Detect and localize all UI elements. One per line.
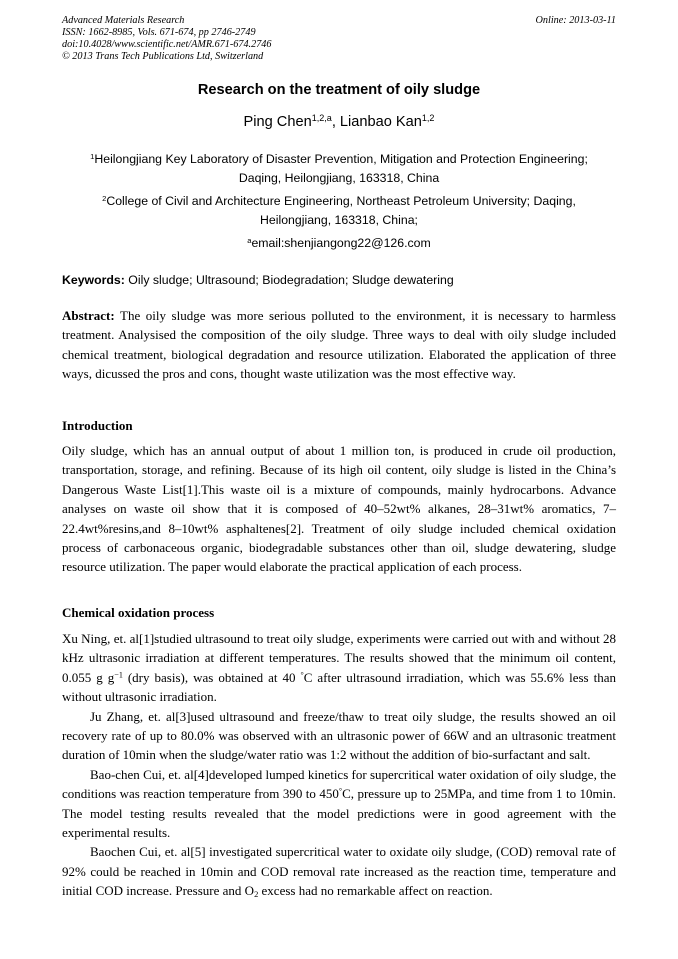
chemical-p3-degree: ° [338,786,343,796]
author-2-affil: 1,2 [421,113,435,124]
chemical-p1-text-b: (dry basis), was obtained at 40 [122,669,301,685]
affiliation-1 [62,150,616,188]
chemical-p1-text-c: C after ultrasound irradiation, which was 55.6% less than without ultrasonic irradiation. [62,669,617,705]
chemical-paragraph-2: Ju Zhang, et. al[3]used ultrasound and freeze/thaw to treat oily sludge, the results showed an oil recovery rate of up to 80.0% was observed with an ultrasonic power of 66W and an ultrasonic treatment duration of 10min when the sludge/water ratio was 1:2 without the addition of bio-surfactant and salt. [62,708,616,763]
chemical-p1-degree: ° [300,670,304,680]
chemical-oxidation-heading: Chemical oxidation process [62,605,215,620]
keywords [62,273,616,287]
copyright-line: © 2013 Trans Tech Publications Ltd, Switzerland [62,51,264,62]
chemical-oxidation-section [62,629,616,901]
affiliation-2-line-1: College of Civil and Architecture Engineering, Northeast Petroleum University; Daqing, [106,194,576,208]
chemical-p3-text-a: Bao-chen Cui, et. al[4]developed lumped kinetics for supercritical water oxidation of oily sludge, the conditions was reaction temperature from 390 to 450 [62,766,616,802]
keywords-text: Oily sludge; Ultrasound; Biodegradation; Sludge dewatering [124,273,454,287]
affiliation-2-number: 2 [102,193,107,203]
author-1-affil: 1,2,a [311,113,332,124]
paper-title: Research on the treatment of oily sludge [197,82,481,98]
chemical-p4-text-a: Baochen Cui, et. al[5] investigated supercritical water to oxidate oily sludge, (COD) removal rate of 92% could be reached in 10min and COD removal rate increased as the reaction time, temperature and initial COD increase. Pressure and O [62,844,616,899]
chemical-p3-text-b: C, pressure up to 25MPa, and time from 1 to 10min. The model testing results revealed that the model predictions were in good agreement with the experimental results. [62,786,617,841]
chemical-p4-subscript: 2 [254,889,259,900]
introduction-heading: Introduction [62,418,133,433]
online-date: Online: 2013-03-11 [535,15,616,26]
author-separator: , [331,114,340,130]
chemical-paragraph-3 [62,765,616,843]
affiliation-1-line-1: Heilongjiang Key Laboratory of Disaster Prevention, Mitigation and Protection Engineering; [94,152,588,166]
affiliation-1-number: 1 [90,151,95,161]
chemical-paragraph-4 [62,842,616,900]
author-2: Lianbao Kan [339,114,422,130]
doi-line: doi:10.4028/www.scientific.net/AMR.671-674.2746 [62,39,272,50]
issn-line: ISSN: 1662-8985, Vols. 671-674, pp 2746-2749 [62,27,256,38]
introduction-paragraph: Oily sludge, which has an annual output of about 1 million ton, is produced in crude oil production, transportation, storage, and refining. Because of its high oil content, oily sludge is listed in the China’s Dangerous Waste List[1].This waste oil is a mixture of compounds, mainly hydrocarbons. Advance analyses on waste oil show that it is composed of 40–52wt% alkanes, 28–31wt% aromatics, 7–22.4wt%resins,and 8–10wt% asphaltenes[2]. Treatment of oily sludge included chemical oxidation process of carbonaceous organic, biodegradable substances other than oil, sludge dewatering, sludge resource utilization. The paper would elaborate the practical application of each process. [62,443,616,575]
affiliation-2 [62,192,616,230]
chemical-paragraph-1 [62,629,616,707]
affiliation-1-line-2: Daqing, Heilongjiang, 163318, China [238,171,440,185]
email-line [62,234,616,253]
abstract [62,306,616,384]
chemical-p4-text-b: excess had no remarkable affect on reaction. [258,883,493,899]
email-address: email:shenjiangong22@126.com [251,236,431,250]
author-line [0,114,678,130]
chemical-p1-exponent: −1 [114,670,123,680]
abstract-label: Abstract: [62,308,115,323]
running-header [62,15,616,63]
affiliation-2-line-2: Heilongjiang, 163318, China; [260,213,418,227]
journal-name: Advanced Materials Research [62,15,185,26]
author-1: Ping Chen [243,114,312,130]
keywords-label: Keywords: [62,273,125,287]
email-marker: a [247,235,252,245]
chemical-p1-text-a: Xu Ning, et. al[1]studied ultrasound to treat oily sludge, experiments were carried out with and without 28 kHz ultrasonic irradiation at different temperatures. The results showed that the minimum oil content, 0.055 g g [62,631,616,685]
abstract-text: The oily sludge was more serious polluted to the environment, it is necessary to harmless treatment. Analysised the composition of the oily sludge. Three ways to deal with oily sludge included chemical treatment, biological degradation and resource utilization. Elaborated the application of three ways, dicussed the pros and cons, thought waste utilization was the most effective way. [62,308,616,382]
